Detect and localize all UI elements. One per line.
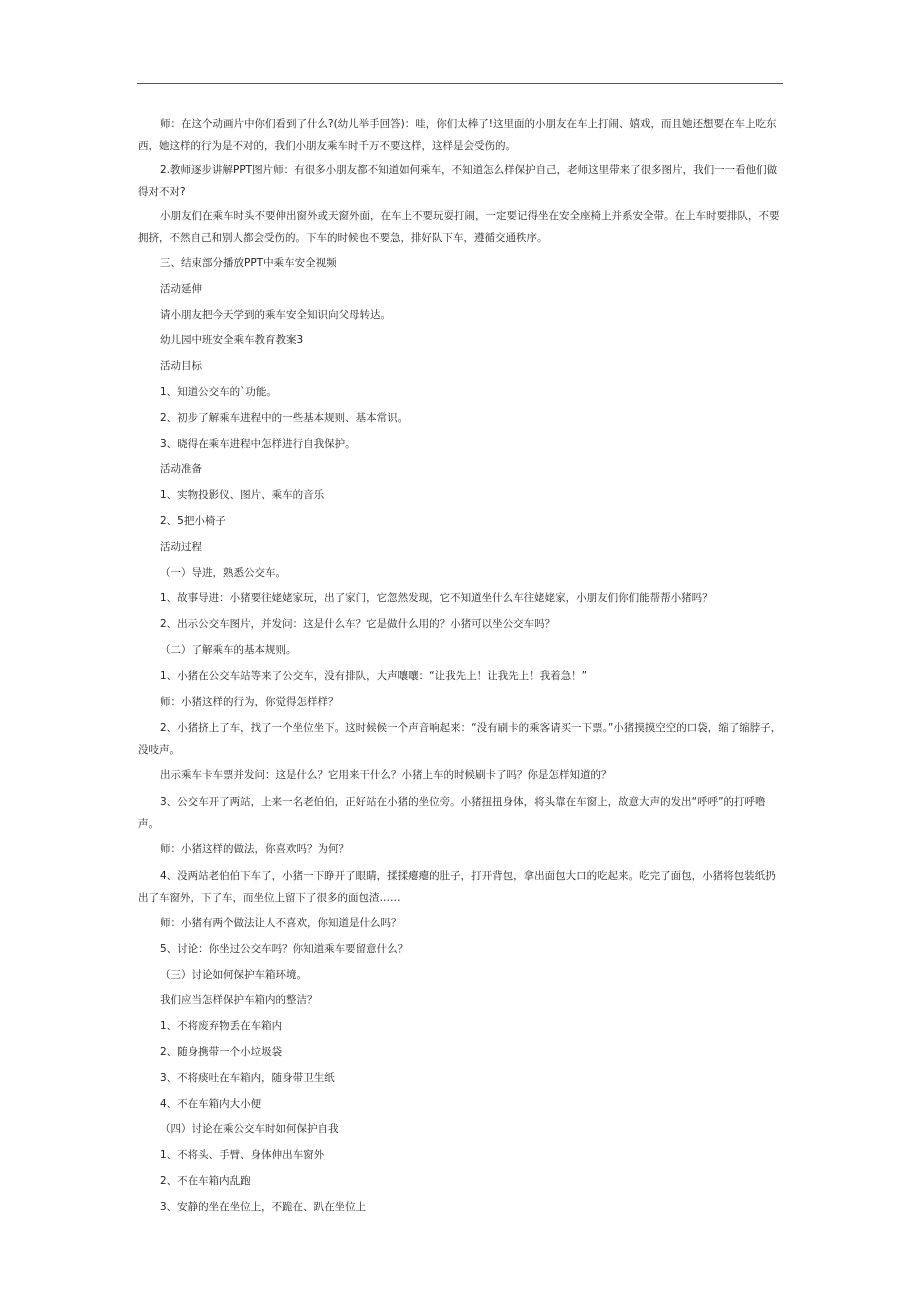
list-item: 3、安静的坐在坐位上，不跪在、趴在坐位上 [160, 1200, 367, 1213]
list-item: 2、随身携带一个小垃圾袋 [160, 1045, 283, 1058]
paragraph: 师：在这个动画片中你们看到了什么?(幼儿举手回答)：哇，你们太棒了!这里面的小朋友在车上打闹、嬉戏，而且她还想要在车上吃东西，她这样的行为是不对的，我们小朋友乘车时千万不要这样，这样是会受伤的。 [138, 118, 777, 152]
section-heading: 活动准备 [160, 463, 202, 476]
document-body [138, 111, 783, 1221]
paragraph: 请小朋友把今天学到的乘车安全知识向父母转达。 [160, 308, 391, 321]
header-rule [137, 83, 783, 84]
section-heading: 三、结束部分播放PPT中乘车安全视频 [160, 257, 337, 269]
paragraph: 师：小猪有两个做法让人不喜欢，你知道是什么吗？ [160, 916, 402, 929]
paragraph: 师：小猪这样的行为，你觉得怎样样？ [160, 695, 339, 708]
list-item: 2、初步了解乘车进程中的一些基本规则、基本常识。 [160, 411, 409, 424]
list-item: 2、出示公交车图片，并发问：这是什么车？它是做什么用的？小猪可以坐公交车吗？ [160, 618, 556, 631]
list-item: 3、公交车开了两站，上来一名老伯伯，正好站在小猪的坐位旁。小猪扭扭身体，将头靠在车窗上，故意大声的发出“呼呼”的打呼噜声。 [138, 796, 766, 831]
subsection-heading: （二）了解乘车的基本规则。 [160, 643, 297, 656]
list-item: 1、故事导进：小猪要往姥姥家玩，出了家门，它忽然发现，它不知道坐什么车往姥姥家，小朋友们你们能帮帮小猪吗？ [160, 592, 713, 605]
section-heading: 活动延伸 [160, 282, 202, 295]
document-title: 幼儿园中班安全乘车教育教案3 [160, 334, 304, 347]
list-item: 2、小猪挤上了车，找了一个坐位坐下。这时候候一个声音响起来：“没有刷卡的乘客请买一下票。”小猪摸摸空空的口袋，缩了缩脖子，没吱声。 [138, 722, 782, 757]
list-item: 1、小猪在公交车站等来了公交车，没有排队，大声嚷嚷：“让我先上！让我先上！我着急！” [160, 669, 588, 682]
paragraph: 2.教师逐步讲解PPT图片师：有很多小朋友都不知道如何乘车，不知道怎么样保护自己，老师这里带来了很多图片，我们一一看他们做得对不对? [138, 164, 778, 198]
list-item: 2、5把小椅子 [160, 514, 226, 527]
paragraph: 我们应当怎样保护车箱内的整洁？ [160, 994, 318, 1007]
paragraph: 师：小猪这样的做法，你喜欢吗？为何？ [160, 843, 349, 856]
list-item: 4、没两站老伯伯下车了，小猪一下睁开了眼睛，揉揉瘪瘪的肚子，打开背包，拿出面包大口的吃起来。吃完了面包，小猪将包装纸扔出了车窗外，下了车，而坐位上留下了很多的面包渣…… [138, 869, 776, 904]
list-item: 1、不将头、手臂、身体伸出车窗外 [160, 1149, 325, 1162]
subsection-heading: （四）讨论在乘公交车时如何保护自我 [160, 1123, 339, 1136]
list-item: 1、实物投影仪、图片、乘车的音乐 [160, 489, 325, 502]
list-item: 1、不将废弃物丢在车箱内 [160, 1020, 283, 1033]
list-item: 1、知道公交车的`功能。 [160, 385, 277, 398]
list-item: 3、不将痰吐在车箱内，随身带卫生纸 [160, 1071, 335, 1084]
list-item: 5、讨论：你坐过公交车吗？你知道乘车要留意什么？ [160, 942, 409, 955]
subsection-heading: （一）导进，熟悉公交车。 [160, 566, 286, 579]
paragraph: 出示乘车卡车票并发问：这是什么？它用来干什么？小猪上车的时候刷卡了吗？你是怎样知道的？ [160, 769, 612, 782]
section-heading: 活动目标 [160, 360, 202, 373]
section-heading: 活动过程 [160, 540, 202, 553]
list-item: 4、不在车箱内大小便 [160, 1097, 262, 1110]
list-item: 2、不在车箱内乱跑 [160, 1174, 251, 1187]
paragraph: 小朋友们在乘车时头不要伸出窗外或天窗外面，在车上不要玩耍打闹，一定要记得坐在安全座椅上并系安全带。在上车时要排队，不要拥挤，不然自己和别人都会受伤的。下车的时候也不要急，排好队下车，遵循交通秩序。 [138, 210, 780, 244]
subsection-heading: （三）讨论如何保护车箱环境。 [160, 968, 307, 981]
list-item: 3、晓得在乘车进程中怎样进行自我保护。 [160, 437, 356, 450]
